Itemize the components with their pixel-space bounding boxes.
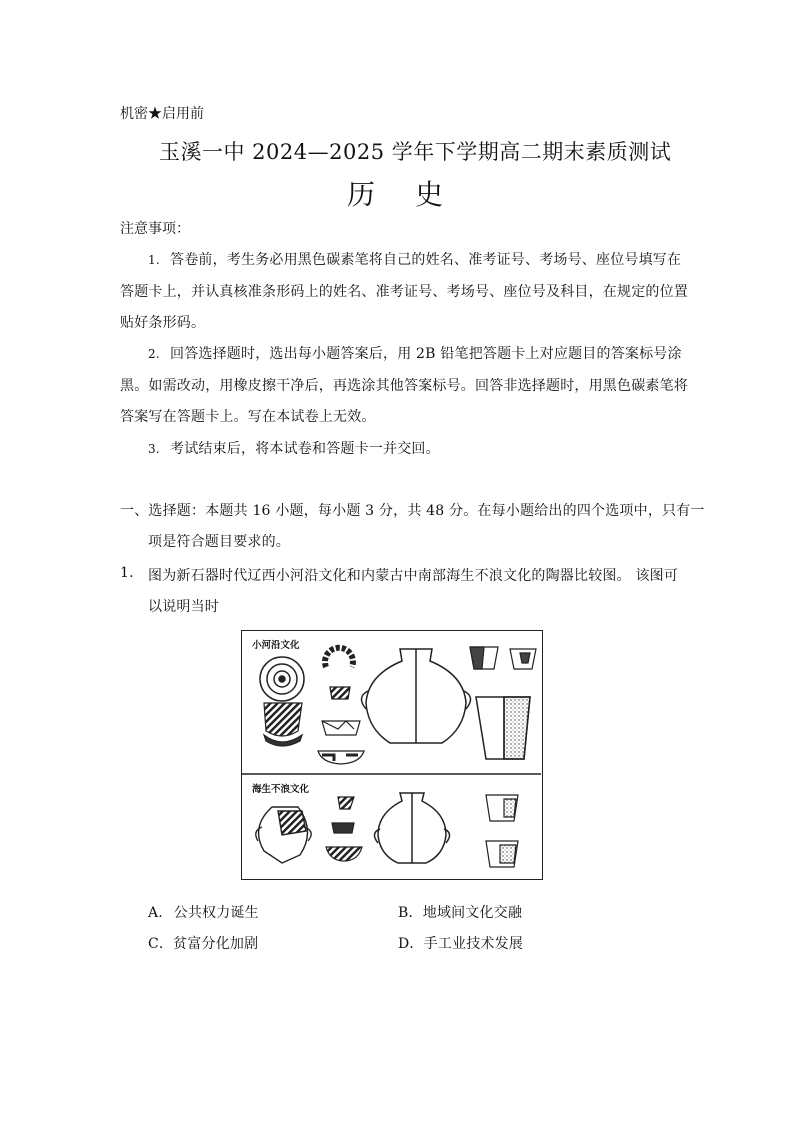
note-line: 答卷前，考生务必用黑色碳素笔将自己的姓名、准考证号、考场号、座位号填写在 (170, 252, 682, 268)
question-stem-cont: 以说明当时 (148, 599, 219, 615)
note-line: 回答选择题时，选出每小题答案后，用 2B 铅笔把答题卡上对应题目的答案标号涂 (170, 346, 682, 362)
pottery-drawings (242, 631, 541, 878)
option-text: 地域间文化交融 (422, 905, 523, 921)
panel-label-xiaoheyan: 小河沿文化 (252, 640, 300, 651)
option-d[interactable] (398, 933, 523, 953)
panel-label-haishengbulang: 海生不浪文化 (252, 784, 310, 795)
option-letter: B． (398, 905, 423, 921)
section-heading-cont: 项是符合题目要求的。 (148, 534, 290, 550)
exam-title: 玉溪一中 2024—2025 学年下学期高二期末素质测试 (159, 140, 672, 164)
subject-title: 历史 (347, 178, 484, 211)
option-letter: C． (148, 936, 174, 952)
small-bowl (318, 721, 364, 764)
large-amphora (361, 649, 470, 743)
handled-jar (256, 807, 311, 863)
option-b[interactable] (398, 902, 522, 922)
painted-shards (326, 797, 362, 861)
note-line: 黑。如需改动，用橡皮擦干净后，再选涂其他答案标号。回答非选择题时，用黑色碳素笔将 (120, 378, 688, 394)
note-line: 贴好条形码。 (120, 315, 206, 331)
note-line: 答题卡上，并认真核准条形码上的姓名、准考证号、考场号、座位号及科目，在规定的位置 (120, 284, 688, 300)
option-text: 贫富分化加剧 (173, 936, 259, 952)
option-c[interactable] (148, 933, 258, 953)
note-line: 考试结束后，将本试卷和答题卡一并交回。 (170, 441, 440, 457)
option-a[interactable] (148, 902, 259, 922)
section-heading: 一、选择题：本题共 16 小题，每小题 3 分，共 48 分。在每小题给出的四个选项中，只有一 (120, 503, 705, 519)
disc-vessel (260, 657, 304, 701)
small-cups (470, 647, 536, 669)
tall-beaker (476, 697, 530, 759)
option-letter: A. (148, 905, 163, 921)
note-number: 1. (148, 253, 160, 267)
question-stem: 图为新石器时代辽西小河沿文化和内蒙古中南部海生不浪文化的陶器比较图。 该图可 (148, 568, 679, 584)
bottom-amphora (374, 793, 449, 863)
painted-jar (264, 703, 302, 746)
question-number: 1. (120, 565, 134, 581)
confidential-label: 机密★启用前 (120, 106, 204, 122)
pottery-comparison-figure (241, 630, 543, 880)
notes-heading: 注意事项： (120, 221, 190, 237)
note-number: 3. (148, 442, 160, 456)
ring-vessel (325, 648, 353, 699)
option-letter: D． (398, 936, 424, 952)
note-number: 2. (148, 347, 160, 361)
note-line: 答案写在答题卡上。写在本试卷上无效。 (120, 409, 376, 425)
option-text: 手工业技术发展 (423, 936, 524, 952)
option-text: 公共权力诞生 (173, 905, 259, 921)
bottom-cups (486, 795, 518, 867)
